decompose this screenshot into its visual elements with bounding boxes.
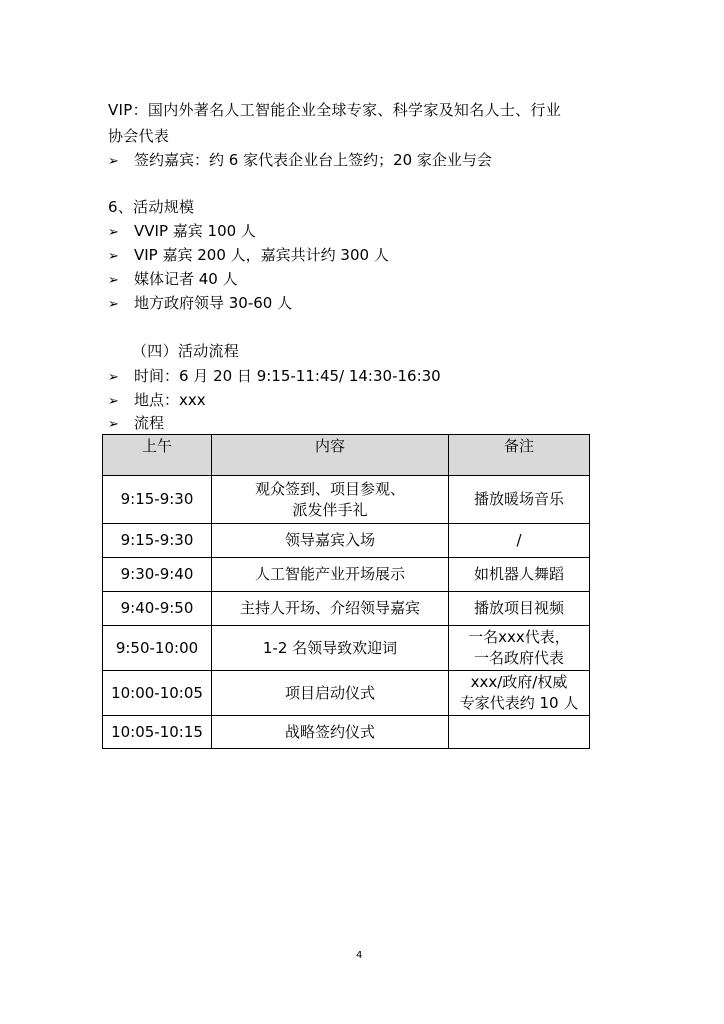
bullet-arrow-icon: ➢ (108, 154, 119, 169)
row-content: 战略签约仪式 (212, 716, 449, 749)
scale-item: ➢ 媒体记者 40 人 (108, 268, 238, 292)
signing-bullet (108, 149, 492, 173)
row-content: 1-2 名领导致欢迎词 (212, 626, 449, 671)
row-note: 一名xxx代表， 一名政府代表 (449, 626, 590, 671)
bullet-arrow-icon: ➢ (108, 394, 119, 409)
scale-heading: 6、活动规模 (108, 198, 195, 216)
row-note: 播放项目视频 (449, 592, 590, 626)
row-content: 主持人开场、介绍领导嘉宾 (212, 592, 449, 626)
bullet-arrow-icon: ➢ (108, 417, 119, 432)
table-row (103, 524, 590, 558)
row-time: 10:05-10:15 (103, 716, 212, 749)
row-content: 项目启动仪式 (212, 671, 449, 716)
row-note: / (449, 524, 590, 558)
bullet-arrow-icon: ➢ (108, 225, 119, 240)
row-note: 播放暖场音乐 (449, 476, 590, 524)
table-row (103, 476, 590, 524)
signing-text: 签约嘉宾：约 6 家代表企业台上签约；20 家企业与会 (134, 151, 492, 169)
row-time: 9:15-9:30 (103, 476, 212, 524)
table-row (103, 592, 590, 626)
scale-item: ➢ 地方政府领导 30-60 人 (108, 292, 292, 316)
row-content: 人工智能产业开场展示 (212, 558, 449, 592)
bullet-arrow-icon: ➢ (108, 370, 119, 385)
vip-line-2: 协会代表 (108, 127, 170, 145)
table-row (103, 626, 590, 671)
table-row (103, 716, 590, 749)
bullet-arrow-icon: ➢ (108, 249, 119, 264)
table-row (103, 671, 590, 716)
process-heading: （四）活动流程 (132, 342, 240, 360)
row-note: 如机器人舞蹈 (449, 558, 590, 592)
scale-item: ➢ VIP 嘉宾 200 人，嘉宾共计约 300 人 (108, 244, 389, 268)
table-header-row (103, 435, 590, 476)
vip-line-1: VIP：国内外著名人工智能企业全球专家、科学家及知名人士、行业 (108, 101, 562, 119)
header-note: 备注 (449, 435, 590, 476)
row-content: 领导嘉宾入场 (212, 524, 449, 558)
page-number: 4 (356, 950, 363, 961)
process-item: ➢ 流程 (108, 412, 164, 436)
row-note (449, 716, 590, 749)
row-time: 9:15-9:30 (103, 524, 212, 558)
row-time: 10:00-10:05 (103, 671, 212, 716)
process-item: ➢ 地点：xxx (108, 389, 206, 413)
header-content: 内容 (212, 435, 449, 476)
row-time: 9:50-10:00 (103, 626, 212, 671)
row-time: 9:40-9:50 (103, 592, 212, 626)
schedule-table (102, 434, 590, 749)
scale-item: ➢ VVIP 嘉宾 100 人 (108, 220, 256, 244)
bullet-arrow-icon: ➢ (108, 273, 119, 288)
header-time: 上午 (103, 435, 212, 476)
table-row (103, 558, 590, 592)
row-content: 观众签到、项目参观、 派发伴手礼 (212, 476, 449, 524)
row-time: 9:30-9:40 (103, 558, 212, 592)
process-item: ➢ 时间：6 月 20 日 9:15-11:45/ 14:30-16:30 (108, 365, 441, 389)
row-note: xxx/政府/权威 专家代表约 10 人 (449, 671, 590, 716)
bullet-arrow-icon: ➢ (108, 297, 119, 312)
